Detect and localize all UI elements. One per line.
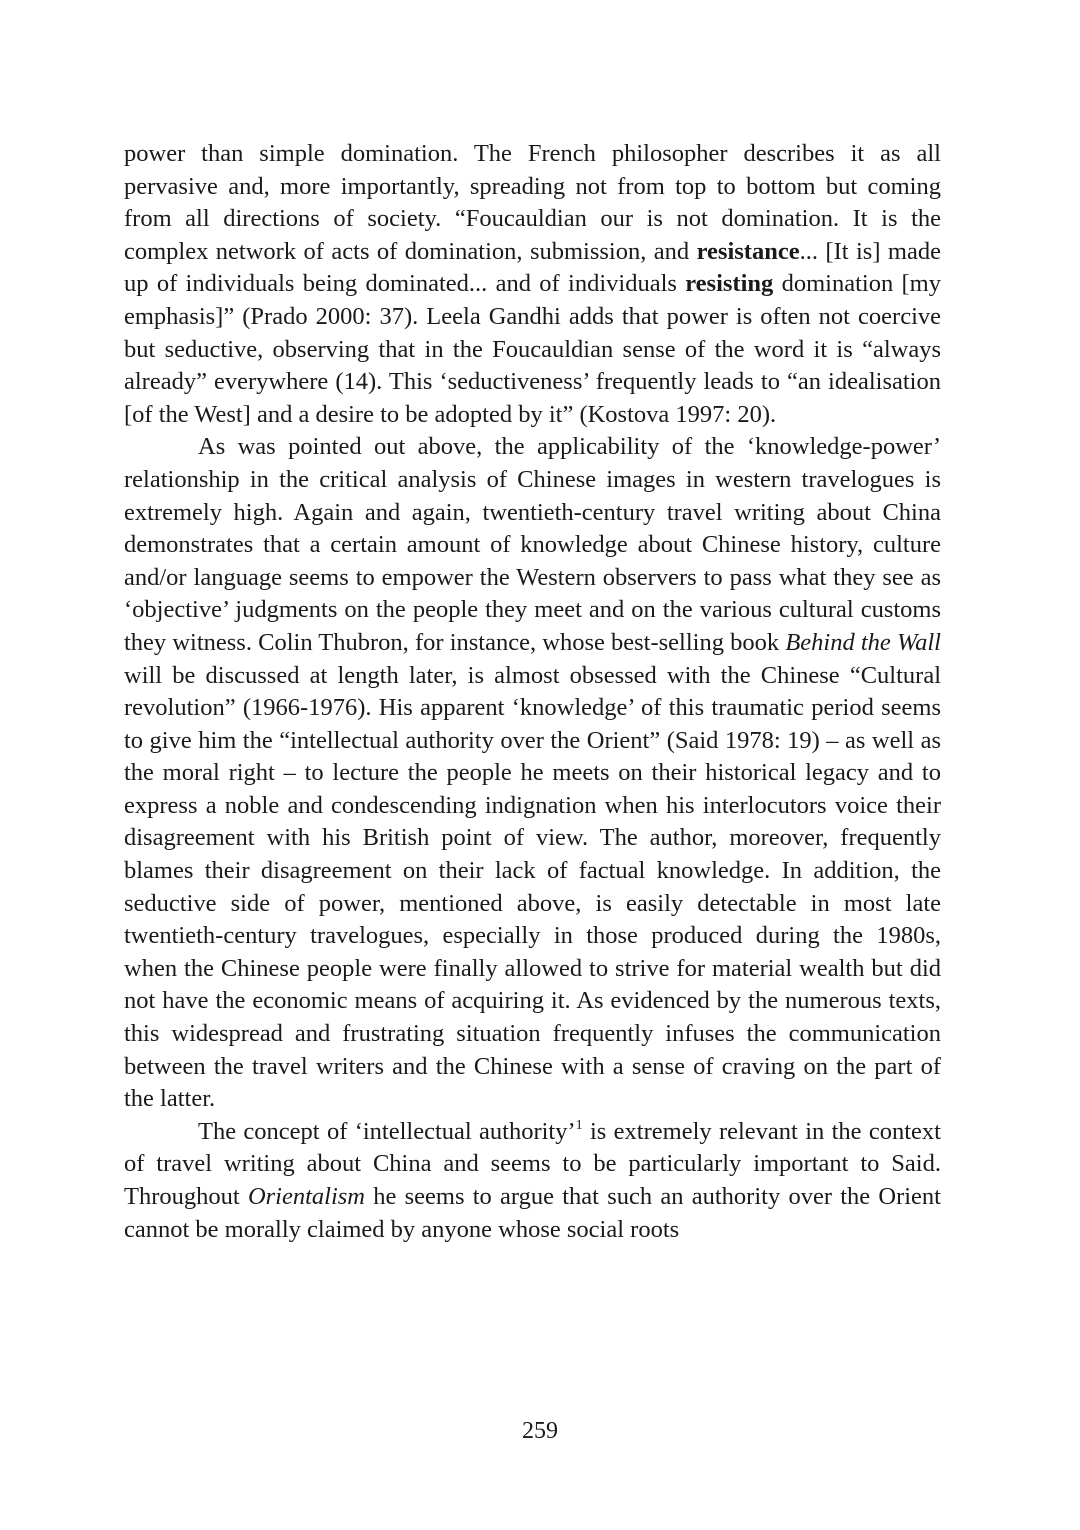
text-run: he seems to argue that such an authority over the Orient cannot be morally claimed by anyone whose social roots (124, 1183, 941, 1243)
text-run: The concept of ‘intellectual authority’ (198, 1117, 576, 1145)
paragraph-2 (124, 431, 941, 1115)
emphasis-resistance: resistance (696, 237, 800, 265)
book-title-behind-the-wall: Behind the Wall (785, 628, 941, 656)
paragraph-1 (124, 138, 941, 431)
page-body (124, 138, 941, 1246)
text-run: will be discussed at length later, is almost obsessed with the Chinese “Cultural revolution” (1966-1976). His apparent ‘knowledge’ of this traumatic period seems to give him the “intellectual authority over the Orient” (Said 1978: 19) – as well as the moral right – to lecture the people he meets on their historical legacy and to express a noble and condescending indignation when his interlocutors voice their disagreement with his British point of view. The author, moreover, frequently blames their disagreement on their lack of factual knowledge. In addition, the seductive side of power, mentioned above, is easily detectable in most late twentieth-century travelogues, especially in those produced during the 1980s, when the Chinese people were finally allowed to strive for material wealth but did not have the economic means of acquiring it. As evidenced by the numerous texts, this widespread and frustrating situation frequently infuses the communication between the travel writers and the Chinese with a sense of craving on the part of the latter. (124, 661, 941, 1113)
text-run: As was pointed out above, the applicability of the ‘knowledge-power’ relationship in the critical analysis of Chinese images in western travelogues is extremely high. Again and again, twentieth-century travel writing about China demonstrates that a certain amount of knowledge about Chinese history, culture and/or language seems to empower the Western observers to pass what they see as ‘objective’ judgments on the people they meet and on the various cultural customs they witness. Colin Thubron, for instance, whose best-selling book (124, 433, 941, 656)
page-number: 259 (522, 1418, 558, 1444)
text-run: ... [It is] made up of individuals being dominated... and of individuals (124, 237, 941, 298)
text-run: domination [my emphasis]” (Prado 2000: 37). Leela Gandhi adds that power is often not coercive but seductive, observing that in the Foucauldian sense of the word it is “always already” everywhere (14). This ‘seductiveness’ frequently leads to “an idealisation [of the West] and a desire to be adopted by it” (Kostova 1997: 20). (124, 270, 941, 428)
paragraph-3 (124, 1116, 941, 1246)
footnote-marker[interactable]: 1 (575, 1117, 583, 1133)
text-run: power than simple domination. The French philosopher describes it as all pervasive and, more importantly, spreading not from top to bottom but coming from all directions of society. “Foucauldian our is not domination. It is the complex network of acts of domination, submission, and (124, 140, 941, 265)
emphasis-resisting: resisting (685, 270, 774, 298)
text-run: is extremely relevant in the context of travel writing about China and seems to be particularly important to Said. Throughout (124, 1117, 941, 1210)
book-title-orientalism: Orientalism (247, 1183, 365, 1210)
